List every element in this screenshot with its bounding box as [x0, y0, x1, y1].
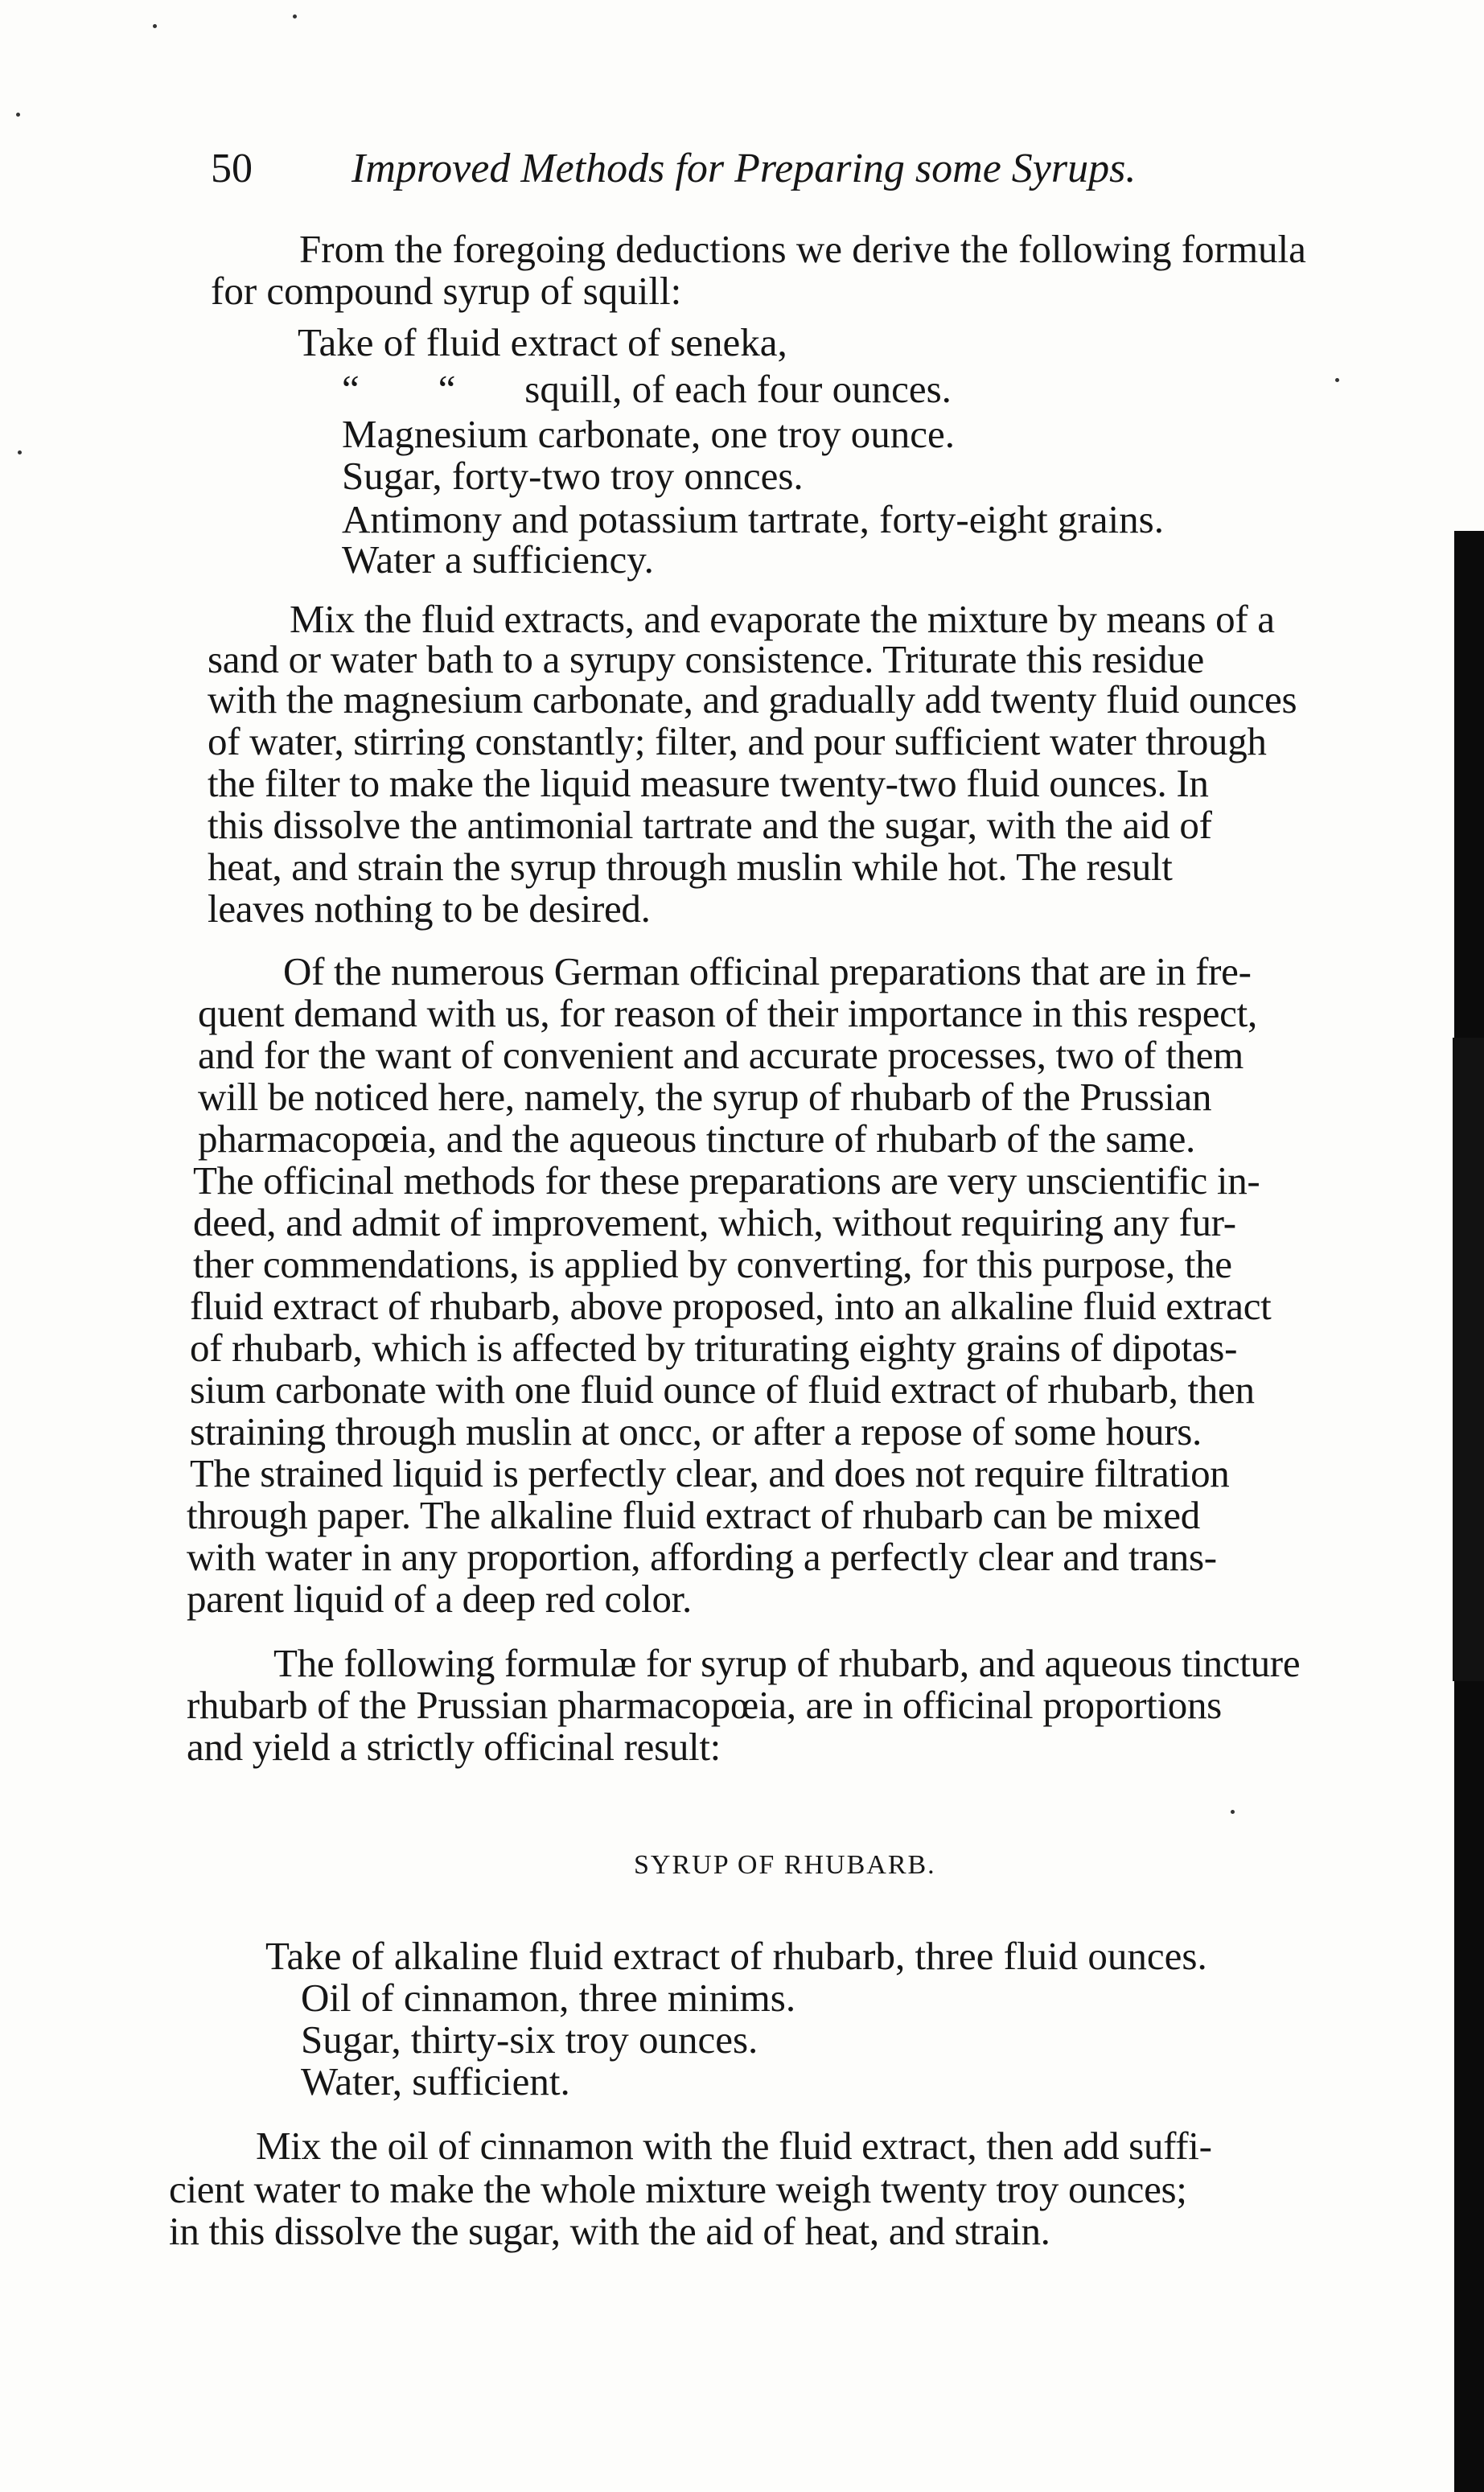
- text-line: deed, and admit of improvement, which, without requiring any fur-: [193, 1200, 1236, 1244]
- page-number: 50: [211, 146, 253, 191]
- text-line: fluid extract of rhubarb, above proposed, into an alkaline fluid extract: [190, 1284, 1272, 1328]
- text-line: sand or water bath to a syrupy consistence. Triturate this residue: [208, 637, 1204, 681]
- scan-speck: [153, 24, 157, 28]
- text-line: the filter to make the liquid measure twenty-two fluid ounces. In: [208, 761, 1209, 805]
- text-line: The following formulæ for syrup of rhubarb, and aqueous tincture: [273, 1641, 1301, 1685]
- text-line: Mix the oil of cinnamon with the fluid extract, then add suffi-: [256, 2124, 1212, 2168]
- text-line: parent liquid of a deep red color.: [187, 1577, 692, 1621]
- scan-speck: [16, 113, 20, 117]
- text-line: sium carbonate with one fluid ounce of fluid extract of rhubarb, then: [190, 1367, 1255, 1412]
- section-heading: SYRUP OF RHUBARB.: [634, 1850, 936, 1880]
- ingredient-line: Sugar, thirty-six troy ounces.: [301, 2017, 758, 2062]
- text-line: The officinal methods for these preparations are very unscientific in-: [193, 1158, 1260, 1203]
- text-line: straining through muslin at oncc, or after a repose of some hours.: [190, 1409, 1202, 1454]
- ingredient-line: Water, sufficient.: [301, 2059, 570, 2103]
- text-line: pharmacopœia, and the aqueous tincture of rhubarb of the same.: [198, 1116, 1195, 1161]
- text-line: Of the numerous German officinal preparations that are in fre-: [283, 949, 1252, 993]
- text-line: The strained liquid is perfectly clear, and does not require filtration: [190, 1451, 1230, 1495]
- text-line: with the magnesium carbonate, and gradually add twenty fluid ounces: [208, 677, 1297, 722]
- ingredient-line: Magnesium carbonate, one troy ounce.: [342, 412, 955, 456]
- text-line: quent demand with us, for reason of their importance in this respect,: [198, 991, 1257, 1035]
- text-line: of rhubarb, which is affected by triturating eighty grains of dipotas-: [190, 1326, 1238, 1370]
- text-line: and for the want of convenient and accurate processes, two of them: [198, 1033, 1244, 1077]
- scan-speck: [1231, 1810, 1235, 1814]
- text-line: through paper. The alkaline fluid extract of rhubarb can be mixed: [187, 1493, 1200, 1537]
- text-line: Mix the fluid extracts, and evaporate the mixture by means of a: [290, 597, 1275, 641]
- ingredient-line: “ “ squill, of each four ounces.: [342, 367, 952, 411]
- text-line: in this dissolve the sugar, with the aid of heat, and strain.: [169, 2209, 1050, 2253]
- ingredient-line: Water a sufficiency.: [342, 537, 654, 582]
- text-line: this dissolve the antimonial tartrate and the sugar, with the aid of: [208, 803, 1212, 847]
- text-line: leaves nothing to be desired.: [208, 886, 651, 931]
- text-line: From the foregoing deductions we derive the following formula: [299, 227, 1306, 271]
- text-line: and yield a strictly officinal result:: [187, 1725, 721, 1769]
- scan-edge-shadow: [1453, 1038, 1484, 1681]
- running-title: Improved Methods for Preparing some Syrups.: [351, 146, 1137, 191]
- text-line: cient water to make the whole mixture weigh twenty troy ounces;: [169, 2167, 1187, 2211]
- text-line: of water, stirring constantly; filter, and pour sufficient water through: [208, 719, 1267, 763]
- text-line: will be noticed here, namely, the syrup of rhubarb of the Prussian: [198, 1075, 1212, 1119]
- ingredient-line: Take of fluid extract of seneka,: [298, 320, 787, 364]
- scan-speck: [293, 14, 297, 19]
- ingredient-line: Take of alkaline fluid extract of rhubarb, three fluid ounces.: [265, 1934, 1207, 1978]
- scan-speck: [1335, 378, 1339, 382]
- text-line: rhubarb of the Prussian pharmacopœia, are in officinal proportions: [187, 1683, 1222, 1727]
- ingredient-line: Antimony and potassium tartrate, forty-eight grains.: [342, 497, 1164, 541]
- ingredient-line: Sugar, forty-two troy onnces.: [342, 454, 804, 498]
- ingredient-line: Oil of cinnamon, three minims.: [301, 1976, 796, 2020]
- text-line: for compound syrup of squill:: [211, 269, 682, 313]
- text-line: ther commendations, is applied by converting, for this purpose, the: [193, 1242, 1232, 1286]
- text-line: heat, and strain the syrup through muslin while hot. The result: [208, 845, 1173, 889]
- scan-speck: [18, 450, 22, 454]
- page-header: [211, 143, 1337, 195]
- text-line: with water in any proportion, affording a perfectly clear and trans-: [187, 1535, 1217, 1579]
